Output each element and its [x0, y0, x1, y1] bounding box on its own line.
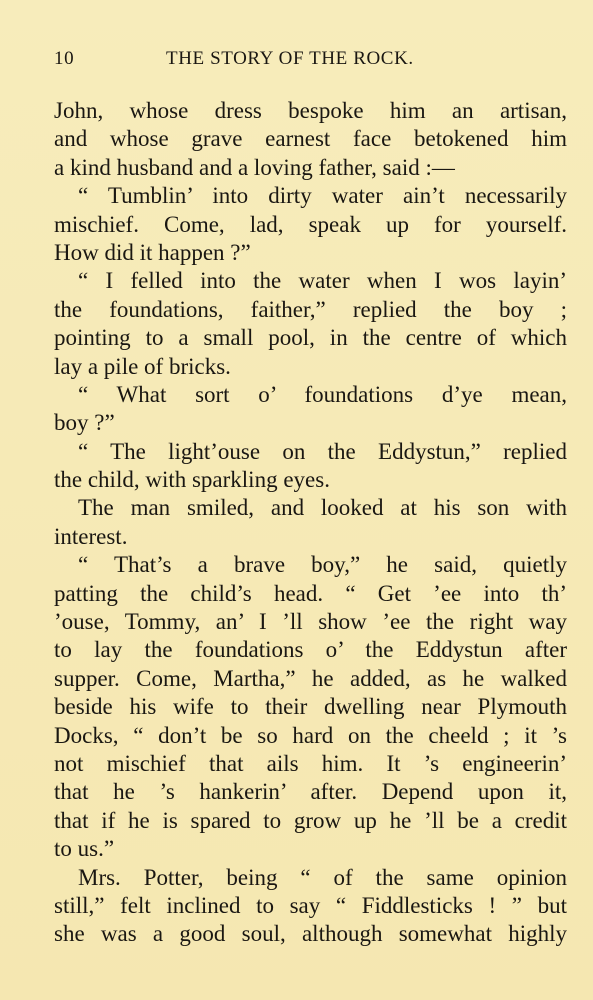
text-line: that if he is spared to grow up he ’ll be a credit — [54, 807, 567, 833]
text-line: Docks, “ don’t be so hard on the cheeld ; it ’s — [54, 722, 567, 748]
text-line: beside his wife to their dwelling near Plymouth — [54, 694, 567, 720]
text-line: not mischief that ails him. It ’s engineerin’ — [54, 750, 567, 776]
text-line: and whose grave earnest face betokened him — [54, 126, 567, 152]
text-line: the child, with sparkling eyes. — [54, 467, 330, 493]
text-line: interest. — [54, 523, 128, 549]
text-line: pointing to a small pool, in the centre of which — [54, 325, 567, 351]
text-line: “ The light’ouse on the Eddystun,” replied — [78, 438, 567, 464]
text-line: Mrs. Potter, being “ of the same opinion — [78, 864, 567, 890]
page-header — [54, 48, 567, 78]
text-line: The man smiled, and looked at his son with — [78, 495, 567, 521]
text-line: the foundations, faither,” replied the boy ; — [54, 296, 567, 322]
text-line: to lay the foundations o’ the Eddystun after — [54, 637, 567, 663]
text-line: John, whose dress bespoke him an artisan, — [54, 98, 567, 123]
text-line: to us.” — [54, 836, 115, 862]
text-line: “ Tumblin’ into dirty water ain’t necessarily — [78, 183, 567, 209]
text-line: that he ’s hankerin’ after. Depend upon it, — [54, 779, 567, 805]
text-line: “ I felled into the water when I wos layin’ — [78, 268, 567, 294]
text-line: a kind husband and a loving father, said :— — [54, 154, 455, 180]
body-text — [54, 97, 567, 949]
text-line: How did it happen ?” — [54, 239, 251, 265]
text-line: “ That’s a brave boy,” he said, quietly — [78, 552, 567, 578]
text-line: she was a good soul, although somewhat highly — [54, 921, 567, 947]
text-line: mischief. Come, lad, speak up for yourself. — [54, 211, 567, 237]
text-line: still,” felt inclined to say “ Fiddlesticks ! ” but — [54, 892, 567, 918]
text-line: lay a pile of bricks. — [54, 353, 231, 379]
text-line: ’ouse, Tommy, an’ I ’ll show ’ee the right way — [54, 609, 567, 635]
text-line: supper. Come, Martha,” he added, as he walked — [54, 665, 567, 691]
text-line: patting the child’s head. “ Get ’ee into th’ — [54, 580, 567, 606]
running-title: THE STORY OF THE ROCK. — [166, 48, 414, 69]
text-line: “ What sort o’ foundations d’ye mean, — [78, 381, 567, 407]
page-number: 10 — [54, 48, 75, 69]
text-line: boy ?” — [54, 410, 115, 436]
